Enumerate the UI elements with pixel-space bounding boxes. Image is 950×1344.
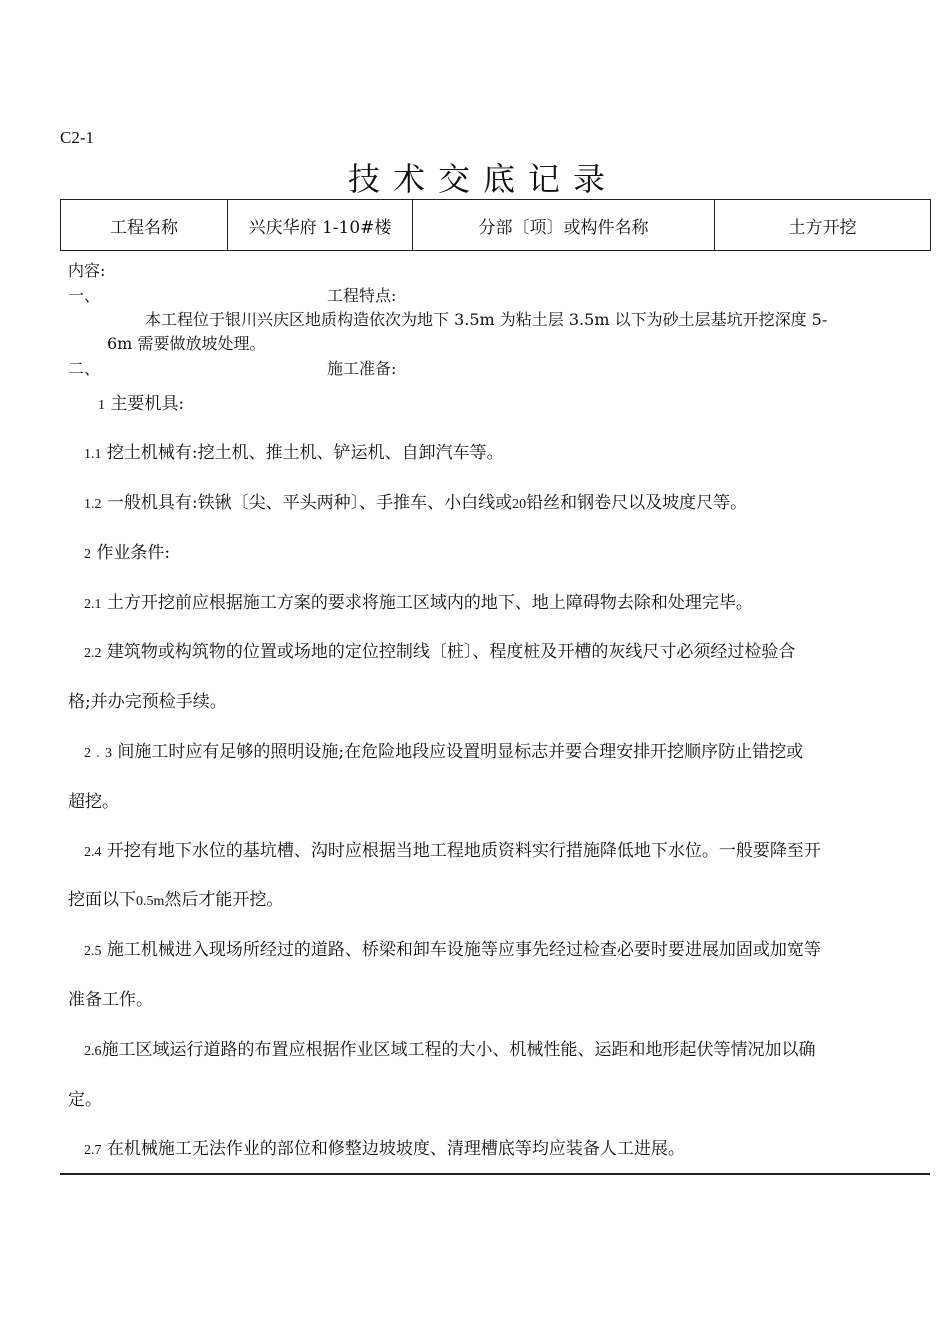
document-title: 技术交底记录 bbox=[348, 160, 619, 198]
item-continuation: 超挖。 bbox=[68, 792, 119, 812]
item-text: 挖面以下 bbox=[68, 890, 136, 910]
list-item bbox=[84, 637, 795, 662]
item-text: 挖土机械有:挖土机、推土机、铲运机、自卸汽车等。 bbox=[106, 443, 504, 463]
list-item bbox=[84, 588, 753, 613]
table-row bbox=[61, 200, 931, 251]
section1-body-line1: 本工程位于银川兴庆区地质构造依次为地下 3.5m 为粘土层 3.5m 以下为砂土层基坑开挖深度 5- bbox=[145, 310, 828, 329]
item-number: 2.2 bbox=[84, 646, 102, 661]
item-continuation bbox=[68, 885, 283, 910]
item-number: 1.1 bbox=[84, 447, 102, 462]
section1-index: 一、 bbox=[68, 286, 101, 305]
list-item bbox=[84, 438, 504, 463]
item-inline-number: 0.5m bbox=[136, 894, 165, 909]
list-item bbox=[84, 935, 821, 960]
item-text: 建筑物或构筑物的位置或场地的定位控制线〔桩〕、程度桩及开槽的灰线尺寸必须经过检验合 bbox=[106, 642, 796, 662]
item-text: 然后才能开挖。 bbox=[164, 890, 284, 910]
item-text: 施工区域运行道路的布置应根据作业区域工程的大小、机械性能、运距和地形起伏等情况加以确 bbox=[101, 1040, 816, 1060]
list-item bbox=[84, 1134, 685, 1159]
section2-index: 二、 bbox=[68, 359, 101, 378]
item-continuation: 准备工作。 bbox=[68, 990, 153, 1010]
list-item bbox=[84, 737, 803, 762]
item-number: 2.7 bbox=[84, 1143, 102, 1158]
section1-body-line2: 6m 需要做放坡处理。 bbox=[107, 334, 266, 353]
item-inline-number: 20 bbox=[512, 497, 527, 512]
item-text: 在机械施工无法作业的部位和修整边坡坡度、清理槽底等均应装备人工进展。 bbox=[106, 1139, 685, 1159]
item-number: 2﹒3 bbox=[84, 746, 112, 761]
subsection-label: 分部〔项〕或构件名称 bbox=[413, 200, 715, 251]
item-number: 2.1 bbox=[84, 597, 102, 612]
subsection-value: 土方开挖 bbox=[715, 200, 931, 251]
project-name-value: 兴庆华府 1-10#楼 bbox=[228, 200, 413, 251]
section1-title: 工程特点: bbox=[327, 286, 397, 305]
item-number: 1 bbox=[98, 398, 105, 413]
item-number: 1.2 bbox=[84, 497, 102, 512]
item-number: 2 bbox=[84, 547, 91, 562]
list-item bbox=[98, 389, 184, 414]
item-text: 施工机械进入现场所经过的道路、桥梁和卸车设施等应事先经过检查必要时要进展加固或加宽等 bbox=[106, 940, 821, 960]
item-text: 作业条件: bbox=[96, 543, 171, 563]
item-text: 间施工时应有足够的照明设施;在危险地段应设置明显标志并要合理安排开挖顺序防止错挖或 bbox=[117, 742, 804, 762]
list-item bbox=[84, 1035, 816, 1060]
item-text: 主要机具: bbox=[110, 394, 185, 414]
project-name-label: 工程名称 bbox=[61, 200, 228, 251]
bottom-divider bbox=[60, 1173, 930, 1175]
item-text: 一般机具有:铁锹〔尖、平头两种〕、手推车、小白线或 bbox=[106, 493, 513, 513]
list-item bbox=[84, 488, 747, 513]
item-number: 2.5 bbox=[84, 944, 102, 959]
project-info-table bbox=[60, 199, 931, 251]
item-continuation: 定。 bbox=[68, 1090, 102, 1110]
item-continuation: 格;并办完预检手续。 bbox=[68, 692, 227, 712]
item-text: 铅丝和钢卷尺以及坡度尺等。 bbox=[526, 493, 748, 513]
item-text: 开挖有地下水位的基坑槽、沟时应根据当地工程地质资料实行措施降低地下水位。一般要降至开 bbox=[106, 841, 821, 861]
section2-title: 施工准备: bbox=[327, 359, 397, 378]
content-label: 内容: bbox=[68, 261, 106, 280]
list-item bbox=[84, 538, 170, 563]
form-code: C2-1 bbox=[60, 128, 94, 147]
list-item bbox=[84, 836, 821, 861]
item-text: 土方开挖前应根据施工方案的要求将施工区域内的地下、地上障碍物去除和处理完毕。 bbox=[106, 593, 753, 613]
item-number: 2.6 bbox=[84, 1044, 102, 1059]
item-number: 2.4 bbox=[84, 845, 102, 860]
